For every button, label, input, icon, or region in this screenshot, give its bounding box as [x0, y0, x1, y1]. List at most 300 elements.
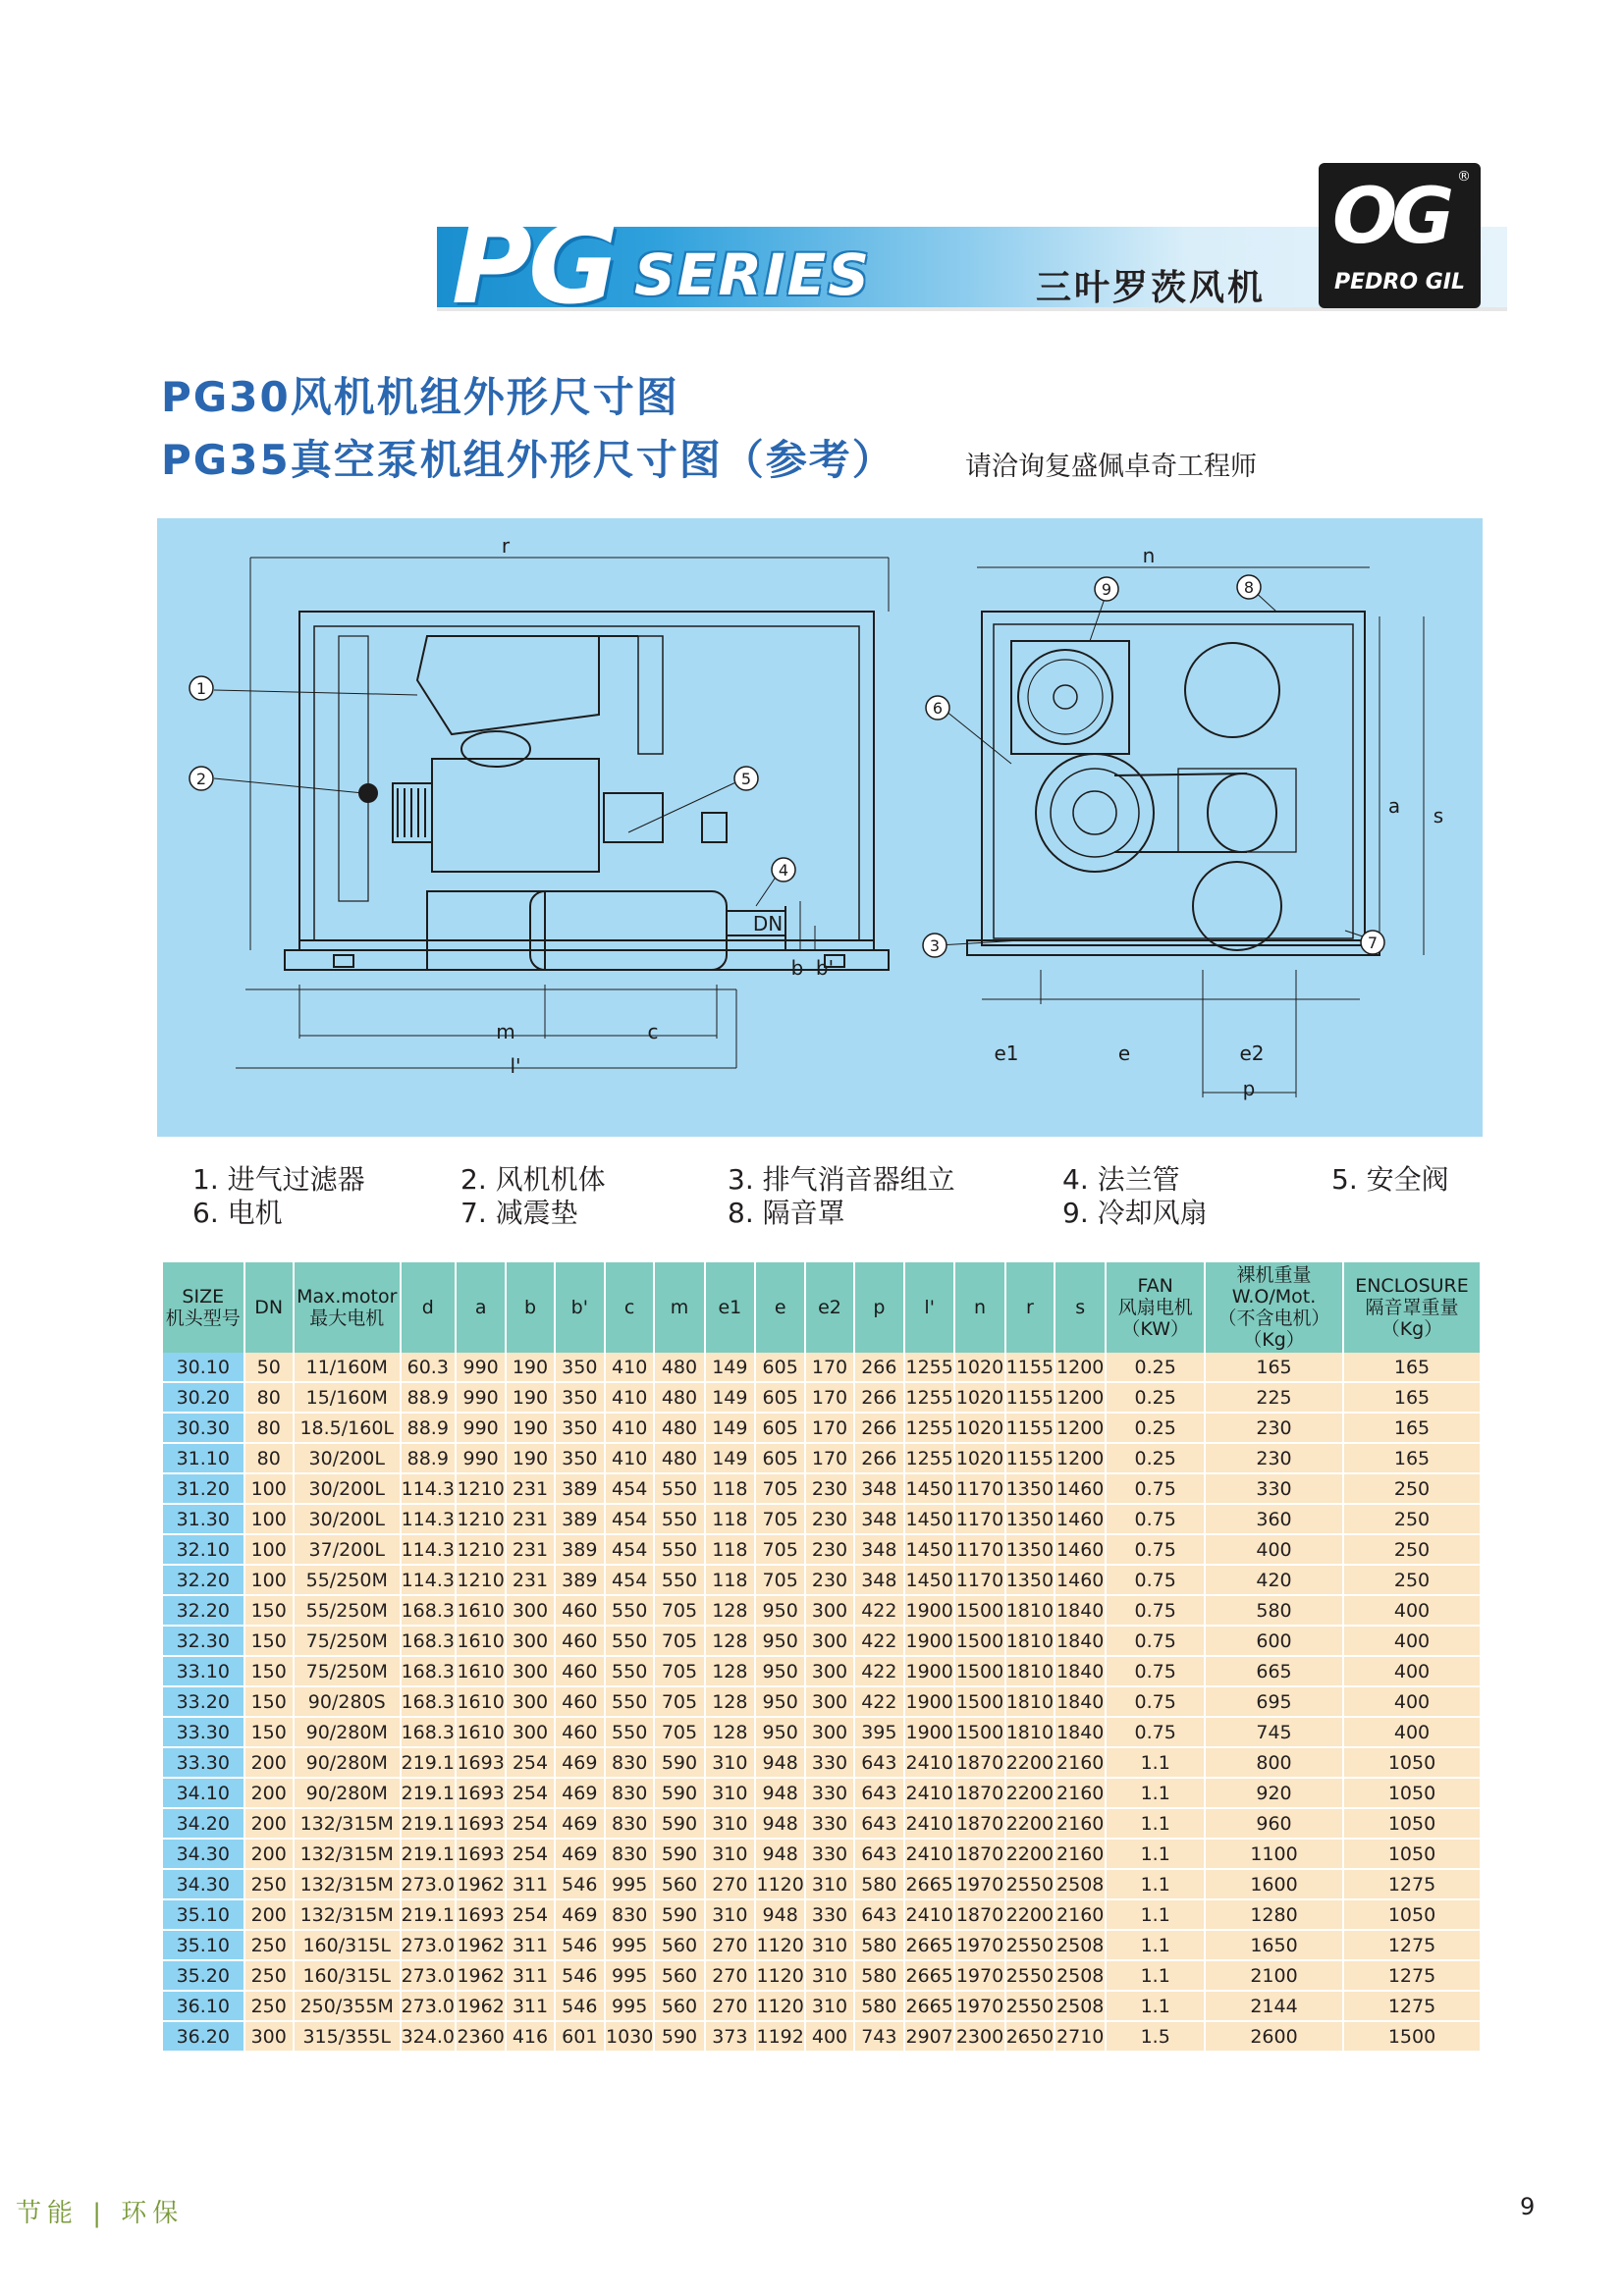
- table-cell: 1450: [904, 1473, 954, 1504]
- table-cell: 580: [854, 1869, 904, 1899]
- table-cell: 469: [555, 1747, 605, 1778]
- table-cell: 165: [1343, 1382, 1481, 1413]
- column-header: [1055, 1262, 1106, 1353]
- column-header: [244, 1262, 294, 1353]
- table-cell: 560: [654, 1869, 704, 1899]
- table-cell: 1350: [1005, 1504, 1055, 1534]
- table-cell: 1350: [1005, 1534, 1055, 1565]
- column-header: [654, 1262, 704, 1353]
- callout-7-label: 7: [1367, 934, 1379, 952]
- table-cell: 270: [705, 1960, 755, 1991]
- table-cell: 743: [854, 2021, 904, 2052]
- table-row: [163, 1747, 1481, 1778]
- table-cell: 170: [805, 1443, 853, 1473]
- size-cell: 30.10: [163, 1353, 244, 1382]
- table-cell: 1210: [456, 1534, 506, 1565]
- table-cell: 114.3: [401, 1534, 456, 1565]
- series-word-text: SERIES: [634, 241, 872, 308]
- table-cell: 168.3: [401, 1626, 456, 1656]
- series-pg-text: PG: [452, 201, 616, 329]
- table-cell: 1200: [1055, 1413, 1106, 1443]
- dim-a: a: [1387, 794, 1401, 818]
- table-cell: 1275: [1343, 1869, 1481, 1899]
- table-cell: 1500: [1343, 2021, 1481, 2052]
- table-cell: 219.1: [401, 1839, 456, 1869]
- legend-item-6: 6. 电机: [192, 1197, 283, 1229]
- table-cell: 605: [755, 1382, 805, 1413]
- table-cell: 348: [854, 1473, 904, 1504]
- column-header: [1205, 1262, 1343, 1353]
- dim-b-prime: b': [815, 956, 835, 980]
- column-header-line: b: [523, 1297, 536, 1318]
- table-cell: 400: [1343, 1717, 1481, 1747]
- table-cell: 2410: [904, 1839, 954, 1869]
- table-row: [163, 1960, 1481, 1991]
- table-cell: 88.9: [401, 1382, 456, 1413]
- table-cell: 273.0: [401, 1991, 456, 2021]
- table-row: [163, 1778, 1481, 1808]
- table-cell: 1255: [904, 1353, 954, 1382]
- table-cell: 128: [705, 1595, 755, 1626]
- table-cell: 1255: [904, 1382, 954, 1413]
- table-cell: 250/355M: [294, 1991, 401, 2021]
- table-cell: 560: [654, 1991, 704, 2021]
- table-cell: 200: [244, 1839, 294, 1869]
- table-cell: 230: [805, 1473, 853, 1504]
- discharge-silencer-shape: [530, 891, 727, 970]
- table-cell: 190: [506, 1443, 554, 1473]
- column-header: [1005, 1262, 1055, 1353]
- table-cell: 350: [555, 1413, 605, 1443]
- table-cell: 416: [506, 2021, 554, 2052]
- column-header: [705, 1262, 755, 1353]
- table-cell: 1962: [456, 1930, 506, 1960]
- table-cell: 1155: [1005, 1443, 1055, 1473]
- table-cell: 1500: [954, 1656, 1004, 1686]
- table-cell: 230: [805, 1504, 853, 1534]
- table-cell: 705: [654, 1717, 704, 1747]
- table-row: [163, 1930, 1481, 1960]
- legend-item-7: 7. 减震垫: [460, 1197, 578, 1229]
- table-cell: 643: [854, 1839, 904, 1869]
- blower-body-shape: [432, 759, 599, 872]
- table-cell: 330: [1205, 1473, 1343, 1504]
- legend-item-3: 3. 排气消音器组立: [728, 1163, 955, 1196]
- table-cell: 310: [705, 1778, 755, 1808]
- table-cell: 830: [605, 1899, 654, 1930]
- table-cell: 2600: [1205, 2021, 1343, 2052]
- table-cell: 422: [854, 1595, 904, 1626]
- size-cell: 35.20: [163, 1960, 244, 1991]
- table-cell: 2508: [1055, 1930, 1106, 1960]
- legend-item-9: 9. 冷却风扇: [1062, 1197, 1208, 1229]
- table-cell: 830: [605, 1778, 654, 1808]
- table-cell: 168.3: [401, 1595, 456, 1626]
- column-header-line: SIZE: [182, 1286, 225, 1308]
- table-cell: 1962: [456, 1991, 506, 2021]
- table-cell: 2508: [1055, 1869, 1106, 1899]
- table-cell: 990: [456, 1353, 506, 1382]
- table-cell: 230: [805, 1565, 853, 1595]
- table-cell: 460: [555, 1626, 605, 1656]
- table-cell: 605: [755, 1353, 805, 1382]
- table-cell: 149: [705, 1353, 755, 1382]
- table-cell: 389: [555, 1565, 605, 1595]
- table-cell: 149: [705, 1382, 755, 1413]
- table-cell: 480: [654, 1353, 704, 1382]
- table-cell: 168.3: [401, 1717, 456, 1747]
- table-row: [163, 1353, 1481, 1382]
- size-cell: 34.30: [163, 1839, 244, 1869]
- table-cell: 114.3: [401, 1565, 456, 1595]
- table-cell: 2550: [1005, 1930, 1055, 1960]
- table-cell: 1255: [904, 1443, 954, 1473]
- column-header-line: 机头型号: [165, 1308, 241, 1329]
- table-cell: 1350: [1005, 1473, 1055, 1504]
- table-cell: 422: [854, 1656, 904, 1686]
- table-cell: 1050: [1343, 1899, 1481, 1930]
- table-cell: 400: [1343, 1656, 1481, 1686]
- table-cell: 100: [244, 1565, 294, 1595]
- table-cell: 118: [705, 1534, 755, 1565]
- table-cell: 324.0: [401, 2021, 456, 2052]
- size-cell: 32.30: [163, 1626, 244, 1656]
- table-cell: 0.75: [1106, 1656, 1205, 1686]
- table-cell: 990: [456, 1443, 506, 1473]
- table-cell: 2410: [904, 1747, 954, 1778]
- table-cell: 80: [244, 1413, 294, 1443]
- column-header: [555, 1262, 605, 1353]
- column-header-line: e2: [818, 1297, 841, 1318]
- table-cell: 30/200L: [294, 1473, 401, 1504]
- table-cell: 0.25: [1106, 1382, 1205, 1413]
- table-cell: 250: [244, 1930, 294, 1960]
- table-cell: 128: [705, 1626, 755, 1656]
- table-cell: 150: [244, 1717, 294, 1747]
- column-header-line: （Kg）: [1380, 1318, 1443, 1340]
- table-cell: 550: [654, 1534, 704, 1565]
- table-cell: 590: [654, 1747, 704, 1778]
- column-header: [294, 1262, 401, 1353]
- table-cell: 1120: [755, 1869, 805, 1899]
- table-cell: 389: [555, 1504, 605, 1534]
- column-header-line: n: [974, 1297, 987, 1318]
- column-header: [1106, 1262, 1205, 1353]
- table-cell: 420: [1205, 1565, 1343, 1595]
- table-cell: 128: [705, 1686, 755, 1717]
- table-cell: 400: [1343, 1686, 1481, 1717]
- table-cell: 1120: [755, 1991, 805, 2021]
- table-cell: 348: [854, 1565, 904, 1595]
- column-header-line: e1: [718, 1297, 742, 1318]
- table-cell: 100: [244, 1504, 294, 1534]
- size-cell: 33.20: [163, 1686, 244, 1717]
- table-cell: 643: [854, 1808, 904, 1839]
- brand-og-mark: OG: [1332, 173, 1449, 261]
- dim-l-prime: l': [510, 1054, 521, 1078]
- table-cell: 705: [654, 1686, 704, 1717]
- table-cell: 1460: [1055, 1565, 1106, 1595]
- table-cell: 1840: [1055, 1686, 1106, 1717]
- callout-9-label: 9: [1101, 580, 1112, 599]
- spec-table: [163, 1262, 1482, 2053]
- table-cell: 550: [654, 1504, 704, 1534]
- table-cell: 250: [1343, 1565, 1481, 1595]
- table-cell: 165: [1343, 1353, 1481, 1382]
- table-cell: 1500: [954, 1686, 1004, 1717]
- table-row: [163, 1686, 1481, 1717]
- table-cell: 2160: [1055, 1839, 1106, 1869]
- page-title-line1: PG30风机机组外形尺寸图: [161, 373, 679, 421]
- table-cell: 1170: [954, 1473, 1004, 1504]
- spec-table-body: [163, 1353, 1481, 2052]
- series-logo: [452, 201, 872, 329]
- size-cell: 35.10: [163, 1930, 244, 1960]
- table-cell: 2410: [904, 1899, 954, 1930]
- table-cell: 454: [605, 1565, 654, 1595]
- table-cell: 400: [1343, 1626, 1481, 1656]
- table-cell: 273.0: [401, 1960, 456, 1991]
- table-cell: 350: [555, 1382, 605, 1413]
- table-cell: 266: [854, 1413, 904, 1443]
- column-header-line: c: [623, 1297, 635, 1318]
- table-cell: 1210: [456, 1565, 506, 1595]
- table-cell: 948: [755, 1808, 805, 1839]
- size-cell: 34.20: [163, 1808, 244, 1839]
- table-cell: 118: [705, 1565, 755, 1595]
- table-cell: 948: [755, 1899, 805, 1930]
- table-cell: 469: [555, 1839, 605, 1869]
- table-cell: 348: [854, 1504, 904, 1534]
- table-cell: 170: [805, 1353, 853, 1382]
- dim-n: n: [1142, 544, 1156, 567]
- table-cell: 580: [854, 1991, 904, 2021]
- table-cell: 0.75: [1106, 1534, 1205, 1565]
- table-cell: 1192: [755, 2021, 805, 2052]
- table-cell: 1900: [904, 1626, 954, 1656]
- table-cell: 1970: [954, 1991, 1004, 2021]
- column-header-line: s: [1075, 1297, 1086, 1318]
- table-cell: 1.1: [1106, 1930, 1205, 1960]
- table-cell: 410: [605, 1413, 654, 1443]
- table-cell: 2550: [1005, 1991, 1055, 2021]
- table-cell: 254: [506, 1747, 554, 1778]
- table-cell: 643: [854, 1778, 904, 1808]
- table-cell: 165: [1343, 1443, 1481, 1473]
- table-cell: 1275: [1343, 1960, 1481, 1991]
- table-cell: 1900: [904, 1656, 954, 1686]
- column-header-line: m: [670, 1297, 689, 1318]
- table-cell: 1120: [755, 1960, 805, 1991]
- table-cell: 605: [755, 1413, 805, 1443]
- table-cell: 1460: [1055, 1473, 1106, 1504]
- table-cell: 2200: [1005, 1899, 1055, 1930]
- table-cell: 1970: [954, 1930, 1004, 1960]
- column-header-line: a: [474, 1297, 487, 1318]
- column-header: [805, 1262, 853, 1353]
- table-cell: 1170: [954, 1504, 1004, 1534]
- table-cell: 37/200L: [294, 1534, 401, 1565]
- table-cell: 550: [605, 1656, 654, 1686]
- legend-item-5: 5. 安全阀: [1331, 1163, 1449, 1196]
- table-cell: 1460: [1055, 1534, 1106, 1565]
- column-header: [954, 1262, 1004, 1353]
- table-cell: 132/315M: [294, 1869, 401, 1899]
- table-cell: 454: [605, 1534, 654, 1565]
- page-title-line2: PG35真空泵机组外形尺寸图（参考）: [161, 436, 895, 484]
- table-cell: 460: [555, 1656, 605, 1686]
- table-cell: 310: [705, 1899, 755, 1930]
- table-cell: 410: [605, 1382, 654, 1413]
- table-cell: 1200: [1055, 1443, 1106, 1473]
- table-cell: 1275: [1343, 1991, 1481, 2021]
- table-cell: 2508: [1055, 1991, 1106, 2021]
- table-cell: 1693: [456, 1839, 506, 1869]
- table-cell: 1.5: [1106, 2021, 1205, 2052]
- table-cell: 219.1: [401, 1899, 456, 1930]
- table-cell: 300: [506, 1686, 554, 1717]
- column-header: [755, 1262, 805, 1353]
- table-cell: 590: [654, 1899, 704, 1930]
- table-cell: 605: [755, 1443, 805, 1473]
- table-row: [163, 2021, 1481, 2052]
- table-cell: 80: [244, 1443, 294, 1473]
- table-cell: 460: [555, 1717, 605, 1747]
- table-cell: 2710: [1055, 2021, 1106, 2052]
- table-cell: 1693: [456, 1778, 506, 1808]
- table-cell: 250: [244, 1960, 294, 1991]
- right-enclosure-frame: [982, 612, 1365, 945]
- table-cell: 1810: [1005, 1595, 1055, 1626]
- table-cell: 2300: [954, 2021, 1004, 2052]
- table-cell: 1450: [904, 1534, 954, 1565]
- table-cell: 373: [705, 2021, 755, 2052]
- table-cell: 0.75: [1106, 1565, 1205, 1595]
- table-cell: 2160: [1055, 1778, 1106, 1808]
- dim-e: e: [1117, 1041, 1131, 1065]
- table-cell: 389: [555, 1534, 605, 1565]
- table-cell: 1.1: [1106, 1747, 1205, 1778]
- table-cell: 643: [854, 1747, 904, 1778]
- table-cell: 1200: [1055, 1382, 1106, 1413]
- table-cell: 88.9: [401, 1413, 456, 1443]
- table-cell: 1693: [456, 1747, 506, 1778]
- table-cell: 2160: [1055, 1899, 1106, 1930]
- table-cell: 1030: [605, 2021, 654, 2052]
- table-cell: 149: [705, 1413, 755, 1443]
- table-row: [163, 1991, 1481, 2021]
- callout-1-label: 1: [195, 679, 207, 698]
- table-cell: 30/200L: [294, 1443, 401, 1473]
- table-cell: 2200: [1005, 1778, 1055, 1808]
- table-cell: 1870: [954, 1778, 1004, 1808]
- table-cell: 460: [555, 1595, 605, 1626]
- table-cell: 546: [555, 1960, 605, 1991]
- callout-2-label: 2: [195, 770, 207, 788]
- table-cell: 2160: [1055, 1808, 1106, 1839]
- table-cell: 273.0: [401, 1869, 456, 1899]
- table-cell: 580: [854, 1960, 904, 1991]
- table-cell: 2665: [904, 1991, 954, 2021]
- table-cell: 0.75: [1106, 1626, 1205, 1656]
- table-cell: 550: [605, 1686, 654, 1717]
- table-cell: 310: [805, 1869, 853, 1899]
- legend-item-2: 2. 风机机体: [460, 1163, 606, 1196]
- table-cell: 469: [555, 1899, 605, 1930]
- inlet-filter-shape: [417, 636, 599, 734]
- size-cell: 33.30: [163, 1747, 244, 1778]
- table-cell: 2665: [904, 1869, 954, 1899]
- table-cell: 590: [654, 1778, 704, 1808]
- table-cell: 546: [555, 1869, 605, 1899]
- table-cell: 1610: [456, 1686, 506, 1717]
- dim-s: s: [1433, 804, 1444, 828]
- table-cell: 1020: [954, 1353, 1004, 1382]
- column-header: [506, 1262, 554, 1353]
- table-cell: 705: [654, 1626, 704, 1656]
- table-cell: 550: [605, 1626, 654, 1656]
- table-cell: 560: [654, 1960, 704, 1991]
- table-cell: 1450: [904, 1504, 954, 1534]
- table-cell: 2144: [1205, 1991, 1343, 2021]
- table-cell: 1050: [1343, 1747, 1481, 1778]
- table-cell: 1020: [954, 1382, 1004, 1413]
- table-row: [163, 1595, 1481, 1626]
- dimension-drawing-svg: [157, 518, 1483, 1137]
- table-cell: 2410: [904, 1808, 954, 1839]
- table-cell: 1500: [954, 1717, 1004, 1747]
- table-cell: 1610: [456, 1595, 506, 1626]
- column-header: [904, 1262, 954, 1353]
- table-cell: 250: [1343, 1473, 1481, 1504]
- table-cell: 132/315M: [294, 1808, 401, 1839]
- size-cell: 32.10: [163, 1534, 244, 1565]
- table-cell: 2200: [1005, 1747, 1055, 1778]
- table-cell: 480: [654, 1413, 704, 1443]
- table-cell: 90/280S: [294, 1686, 401, 1717]
- brand-logo: [1319, 163, 1481, 308]
- table-cell: 50: [244, 1353, 294, 1382]
- size-cell: 31.10: [163, 1443, 244, 1473]
- dim-c: c: [647, 1020, 659, 1043]
- table-cell: 995: [605, 1869, 654, 1899]
- table-cell: 2665: [904, 1960, 954, 1991]
- table-cell: 1.1: [1106, 1960, 1205, 1991]
- table-cell: 350: [555, 1443, 605, 1473]
- table-cell: 705: [755, 1534, 805, 1565]
- table-cell: 948: [755, 1747, 805, 1778]
- column-header-line: （KW）: [1121, 1318, 1189, 1340]
- table-cell: 1610: [456, 1656, 506, 1686]
- table-cell: 469: [555, 1778, 605, 1808]
- legend-item-4: 4. 法兰管: [1062, 1163, 1180, 1196]
- table-cell: 231: [506, 1565, 554, 1595]
- column-header: [401, 1262, 456, 1353]
- size-cell: 31.20: [163, 1473, 244, 1504]
- table-cell: 1100: [1205, 1839, 1343, 1869]
- table-cell: 55/250M: [294, 1565, 401, 1595]
- table-cell: 990: [456, 1382, 506, 1413]
- table-row: [163, 1717, 1481, 1747]
- column-header-line: p: [873, 1297, 886, 1318]
- table-cell: 250: [1343, 1504, 1481, 1534]
- table-cell: 2200: [1005, 1808, 1055, 1839]
- table-cell: 231: [506, 1473, 554, 1504]
- table-cell: 1693: [456, 1808, 506, 1839]
- table-cell: 330: [805, 1899, 853, 1930]
- table-cell: 1970: [954, 1960, 1004, 1991]
- table-cell: 469: [555, 1808, 605, 1839]
